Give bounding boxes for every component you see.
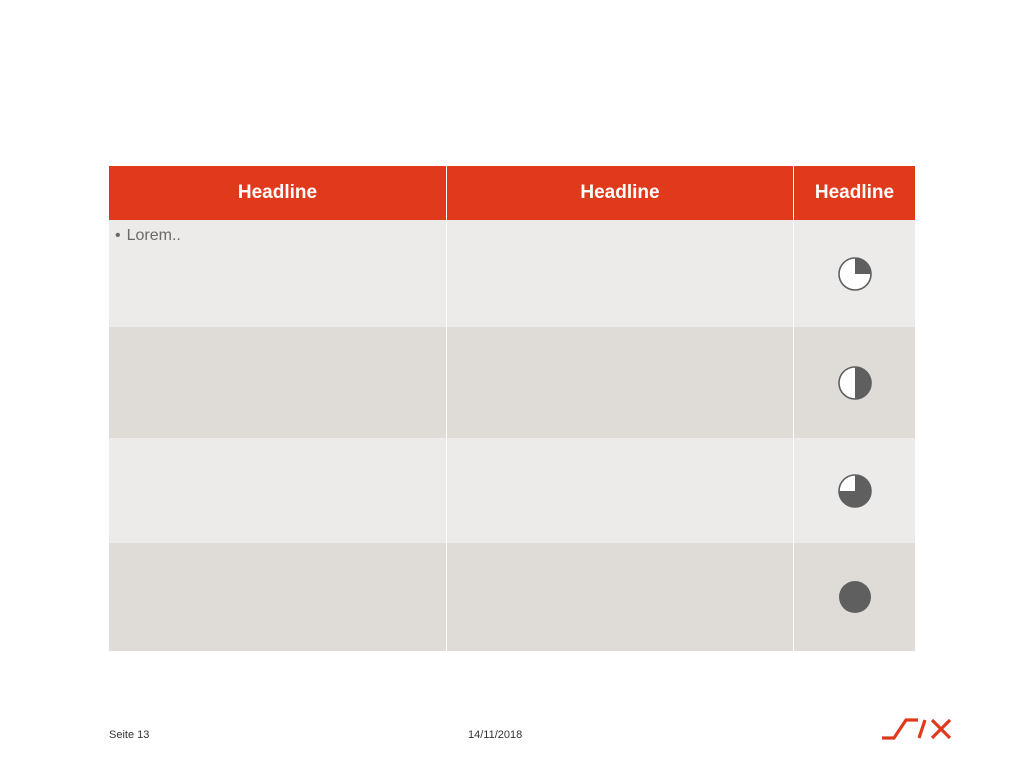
harvey-ball-three-quarter-icon <box>837 473 873 509</box>
footer-date: 14/11/2018 <box>468 729 523 741</box>
bullet-item <box>115 227 181 245</box>
harvey-ball-fill <box>855 367 871 399</box>
table-row-2-col-1 <box>109 327 446 438</box>
table-row-3-col-2 <box>447 438 793 543</box>
table-header-1: Headline <box>109 166 446 220</box>
harvey-ball-fill <box>855 258 871 274</box>
table-row-2-col-3 <box>794 327 915 438</box>
table-row-1-col-2 <box>447 220 793 327</box>
table-row-4-col-2 <box>447 543 793 651</box>
harvey-ball-full-icon <box>837 579 873 615</box>
bullet-dot: • <box>115 227 121 244</box>
table-header-2: Headline <box>447 166 793 220</box>
table-row-4-col-3 <box>794 543 915 651</box>
table-row-1-col-1 <box>109 220 446 327</box>
table-row-2-col-2 <box>447 327 793 438</box>
table-row-3-col-1 <box>109 438 446 543</box>
bullet-text: Lorem.. <box>126 227 181 244</box>
table-row-3-col-3 <box>794 438 915 543</box>
data-table <box>109 166 915 651</box>
table-header-3: Headline <box>794 166 915 220</box>
table-row-4-col-1 <box>109 543 446 651</box>
page-number: Seite 13 <box>109 729 150 741</box>
harvey-ball-fill <box>839 581 871 613</box>
table-row-1-col-3 <box>794 220 915 327</box>
harvey-ball-half-icon <box>837 365 873 401</box>
six-logo <box>880 716 956 742</box>
harvey-ball-quarter-icon <box>837 256 873 292</box>
